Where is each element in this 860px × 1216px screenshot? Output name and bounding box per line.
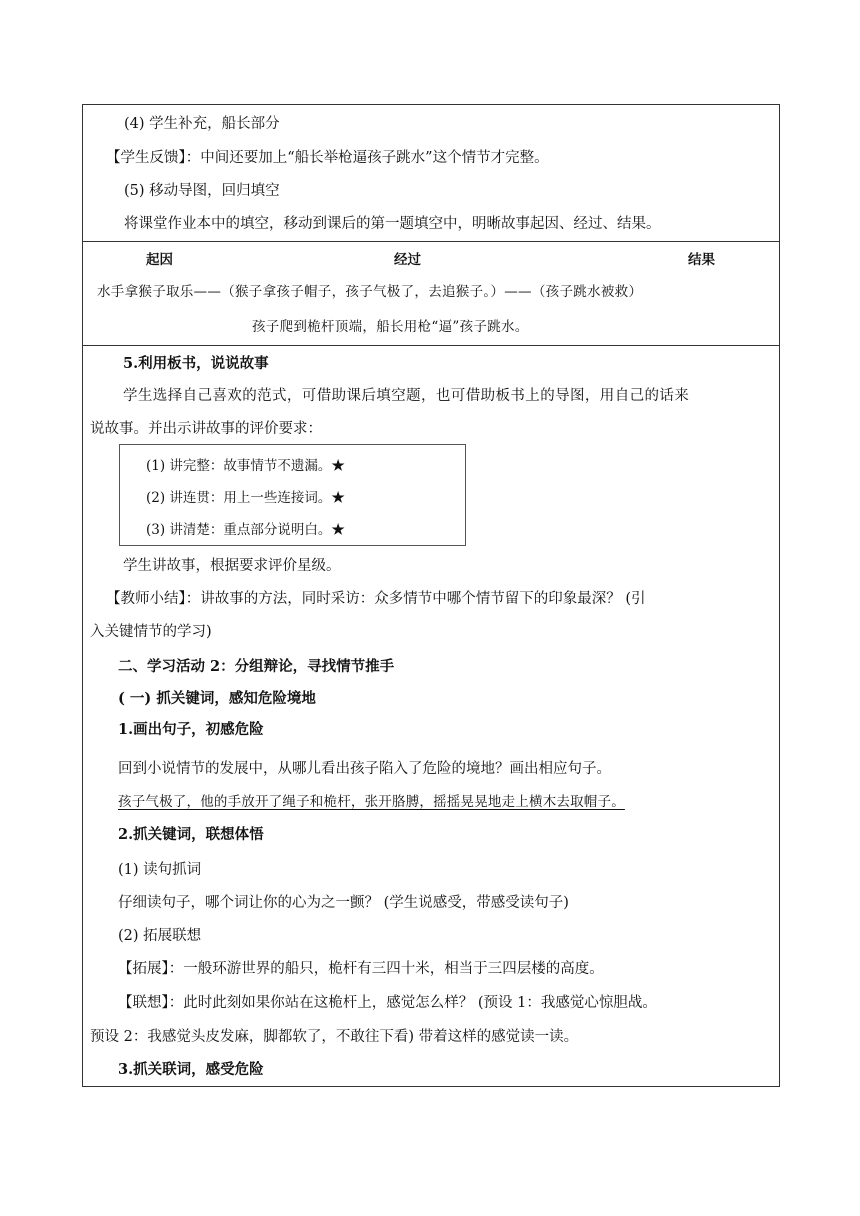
board-head-result: 结果 [688,252,715,268]
criteria-item: (2) 讲连贯：用上一些连接词。★ [146,490,345,506]
imagine-note-cont: 预设 2：我感觉头皮发麻，脚都软了，不敢往下看) 带着这样的感觉读一读。 [90,1029,579,1045]
teacher-summary-cont: 入关键情节的学习) [90,624,212,640]
table-divider [82,345,780,346]
student-feedback: 【学生反馈】：中间还要加上“船长举枪逼孩子跳水”这个情节才完整。 [106,150,549,166]
board-head-cause: 起因 [146,252,173,268]
paragraph-line: 学生讲故事，根据要求评价星级。 [123,558,341,574]
step-sub-item: (1) 读句抓词 [118,862,202,878]
underlined-quote: 孩子气极了，他的手放开了绳子和桅杆，张开胳膊，摇摇晃晃地走上横木去取帽子。 [118,794,625,810]
paragraph-line: 仔细读句子，哪个词让你的心为之一颤？ (学生说感受，带感受读句子) [118,895,569,911]
step-heading: 1.画出句子，初感危险 [118,721,264,738]
step-heading: 2.抓关键词，联想体悟 [118,826,264,843]
table-divider [82,241,780,242]
board-head-process: 经过 [394,252,421,268]
step-item-5: (5) 移动导图，回归填空 [124,183,280,199]
step-heading: 3.抓关联词，感受危险 [118,1061,264,1078]
section-heading-retell: 5.利用板书，说说故事 [123,355,269,372]
expand-note: 【拓展】：一般环游世界的船只，桅杆有三四十米，相当于三四层楼的高度。 [118,961,604,977]
paragraph-line: 说故事。并出示讲故事的评价要求： [90,421,322,437]
criteria-item: (1) 讲完整：故事情节不遗漏。★ [146,458,345,474]
board-line-2: 孩子爬到桅杆顶端，船长用枪“逼”孩子跳水。 [252,319,529,335]
board-line-1: 水手拿猴子取乐——（猴子拿孩子帽子，孩子气极了，去追猴子。）——（孩子跳水被救） [97,284,643,300]
teacher-summary: 【教师小结】：讲故事的方法，同时采访：众多情节中哪个情节留下的印象最深？ (引 [106,591,646,607]
activity-heading: 二、学习活动 2：分组辩论，寻找情节推手 [118,658,395,675]
paragraph-line: 学生选择自己喜欢的范式，可借助课后填空题，也可借助板书上的导图，用自己的话来 [123,388,690,404]
instruction-text: 将课堂作业本中的填空，移动到课后的第一题填空中，明晰故事起因、经过、结果。 [124,216,661,232]
step-sub-item: (2) 拓展联想 [118,928,202,944]
step-item-4: (4) 学生补充，船长部分 [124,116,280,132]
imagine-note: 【联想】：此时此刻如果你站在这桅杆上，感觉怎么样？ (预设 1：我感觉心惊胆战。 [118,995,657,1011]
paragraph-line: 回到小说情节的发展中，从哪儿看出孩子陷入了危险的境地？画出相应句子。 [118,761,611,777]
criteria-item: (3) 讲清楚：重点部分说明白。★ [146,522,345,538]
subsection-heading: ( 一) 抓关键词，感知危险境地 [118,690,316,707]
